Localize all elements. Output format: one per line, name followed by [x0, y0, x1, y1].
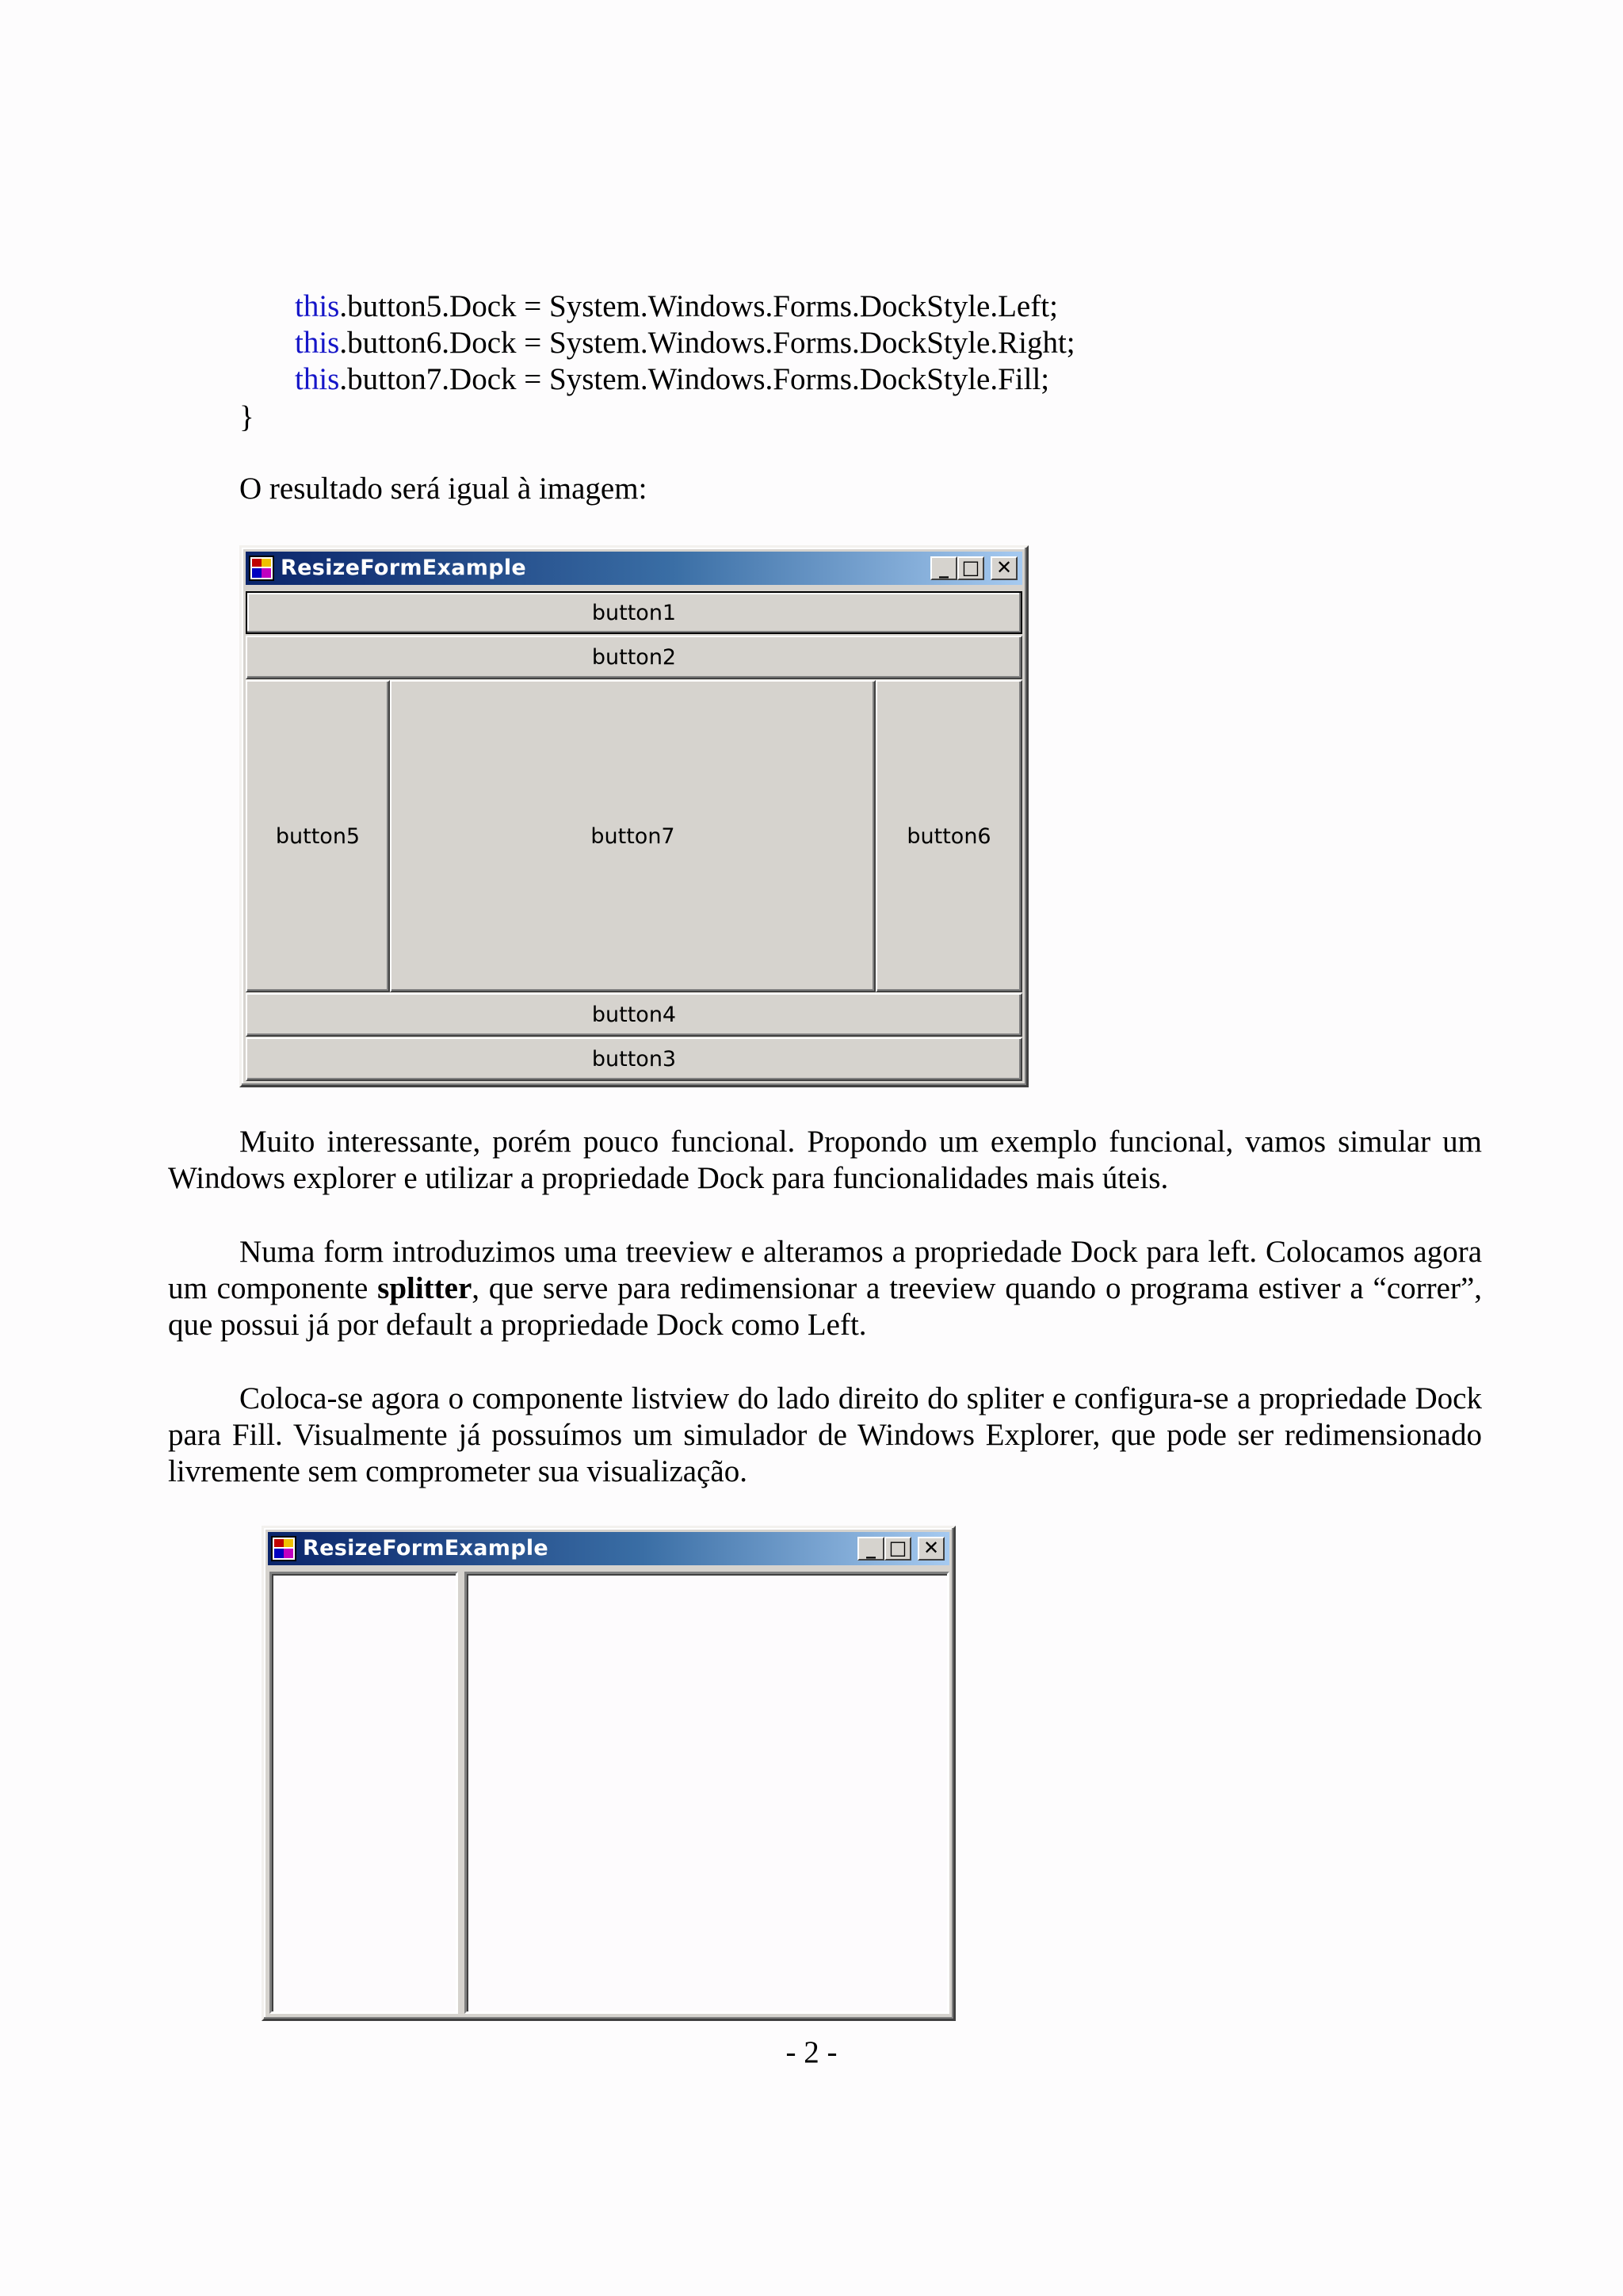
- close-button[interactable]: ✕: [991, 556, 1018, 580]
- app-icon: [249, 556, 274, 581]
- code-keyword: this: [295, 362, 340, 396]
- minimize-button[interactable]: _: [857, 1537, 884, 1561]
- listview[interactable]: [464, 1572, 949, 2014]
- code-text: .button7.Dock = System.Windows.Forms.DockStyle.Fill;: [339, 362, 1050, 396]
- minimize-button[interactable]: _: [930, 556, 957, 580]
- code-line-2: [295, 325, 1075, 361]
- closing-brace: }: [239, 400, 254, 434]
- treeview[interactable]: [269, 1572, 458, 2014]
- title-bar[interactable]: [246, 552, 1022, 585]
- code-line-1: [295, 288, 1058, 325]
- splitter-term: splitter: [377, 1271, 472, 1305]
- app-icon: [271, 1536, 296, 1561]
- button2[interactable]: button2: [246, 636, 1022, 679]
- button6[interactable]: button6: [876, 680, 1022, 992]
- paragraph-2: [168, 1234, 1482, 1343]
- maximize-button[interactable]: □: [884, 1537, 911, 1561]
- window-title: ResizeFormExample: [281, 556, 527, 580]
- intro-text: O resultado será igual à imagem:: [239, 472, 647, 506]
- splitter[interactable]: [458, 1572, 464, 2014]
- paragraph-3: [168, 1381, 1482, 1490]
- code-text: .button6.Dock = System.Windows.Forms.DockStyle.Right;: [339, 326, 1075, 360]
- paragraph-3-text: Coloca-se agora o componente listview do lado direito do spliter e configura-se a propriedade Dock para Fill. Visualmente já possuímos um simulador de Windows Explorer, que pode ser redimensionado livremente sem comprometer sua visualização.: [168, 1381, 1482, 1488]
- button4[interactable]: button4: [246, 993, 1022, 1037]
- paragraph-1: [168, 1124, 1482, 1197]
- resize-form-window-1: [239, 545, 1029, 1087]
- window-title: ResizeFormExample: [303, 1536, 549, 1561]
- code-keyword: this: [295, 326, 340, 360]
- button5[interactable]: button5: [246, 680, 390, 992]
- button1[interactable]: button1: [246, 591, 1022, 634]
- paragraph-2-text-end: , que serve para redimensionar a treeview quando o programa estiver a “correr”, que possui já por default a propriedade Dock como Left.: [168, 1271, 1483, 1342]
- page-number: - 2 -: [785, 2035, 838, 2069]
- maximize-button[interactable]: □: [957, 556, 984, 580]
- button7[interactable]: button7: [390, 680, 876, 992]
- code-keyword: this: [295, 289, 340, 323]
- resize-form-window-2: [262, 1526, 956, 2021]
- code-text: .button5.Dock = System.Windows.Forms.DockStyle.Left;: [339, 289, 1058, 323]
- code-line-3: [295, 361, 1049, 398]
- button3[interactable]: button3: [246, 1037, 1022, 1081]
- close-button[interactable]: ✕: [918, 1537, 945, 1561]
- paragraph-2-text: Numa form introduzimos uma treeview e alteramos a propriedade Dock para left. Colocamos agora um componente: [168, 1235, 1482, 1305]
- paragraph-1-text: Muito interessante, porém pouco funcional. Propondo um exemplo funcional, vamos simular um Windows explorer e utilizar a propriedade Dock para funcionalidades mais úteis.: [168, 1125, 1482, 1195]
- title-bar[interactable]: [268, 1532, 949, 1565]
